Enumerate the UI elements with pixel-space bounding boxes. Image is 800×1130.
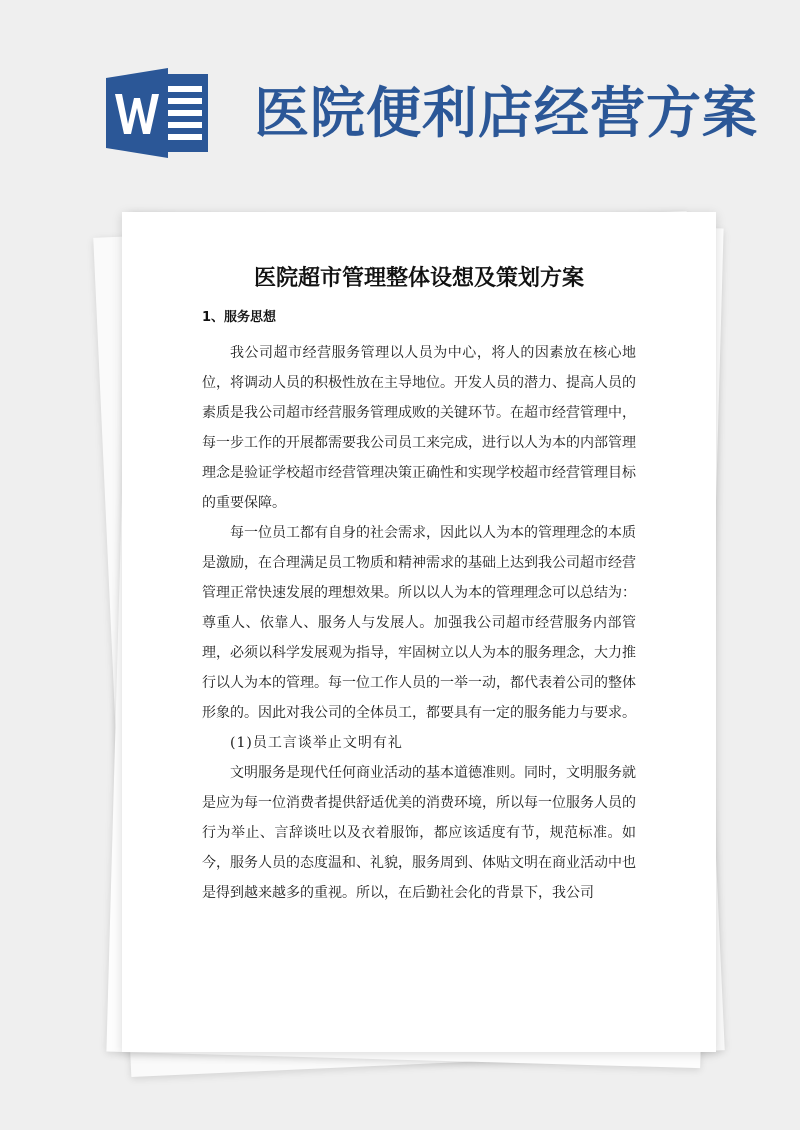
banner <box>0 0 800 180</box>
word-document-icon <box>106 68 212 158</box>
document-body <box>202 338 636 908</box>
banner-title: 医院便利店经营方案 <box>254 80 759 145</box>
paragraph-3: 文明服务是现代任何商业活动的基本道德准则。同时，文明服务就是应为每一位消费者提供舒适优美的消费环境，所以每一位服务人员的行为举止、言辞谈吐以及衣着服饰，都应该适度有节，规范标准。如今，服务人员的态度温和、礼貌，服务周到、体贴文明在商业活动中也是得到越来越多的重视。所以，在后勤社会化的背景下，我公司 <box>202 765 636 901</box>
section-heading: 1、服务思想 <box>202 310 277 325</box>
paragraph-2: 每一位员工都有自身的社会需求，因此以人为本的管理理念的本质是激励，在合理满足员工物质和精神需求的基础上达到我公司超市经营管理正常快速发展的理想效果。所以以人为本的管理理念可以总结为：尊重人、依靠人、服务人与发展人。加强我公司超市经营服务内部管理，必须以科学发展观为指导，牢固树立以人为本的服务理念，大力推行以人为本的管理。每一位工作人员的一举一动，都代表着公司的整体形象的。因此对我公司的全体员工，都要具有一定的服务能力与要求。 <box>202 525 636 721</box>
document-title: 医院超市管理整体设想及策划方案 <box>253 265 584 291</box>
document-page <box>122 212 716 1052</box>
subsection-heading: (1)员工言谈举止文明有礼 <box>230 735 403 751</box>
paragraph-1: 我公司超市经营服务管理以人员为中心，将人的因素放在核心地位，将调动人员的积极性放在主导地位。开发人员的潜力、提高人员的素质是我公司超市经营服务管理成败的关键环节。在超市经营管理中，每一步工作的开展都需要我公司员工来完成，进行以人为本的内部管理理念是验证学校超市经营管理决策正确性和实现学校超市经营管理目标的重要保障。 <box>202 345 636 511</box>
